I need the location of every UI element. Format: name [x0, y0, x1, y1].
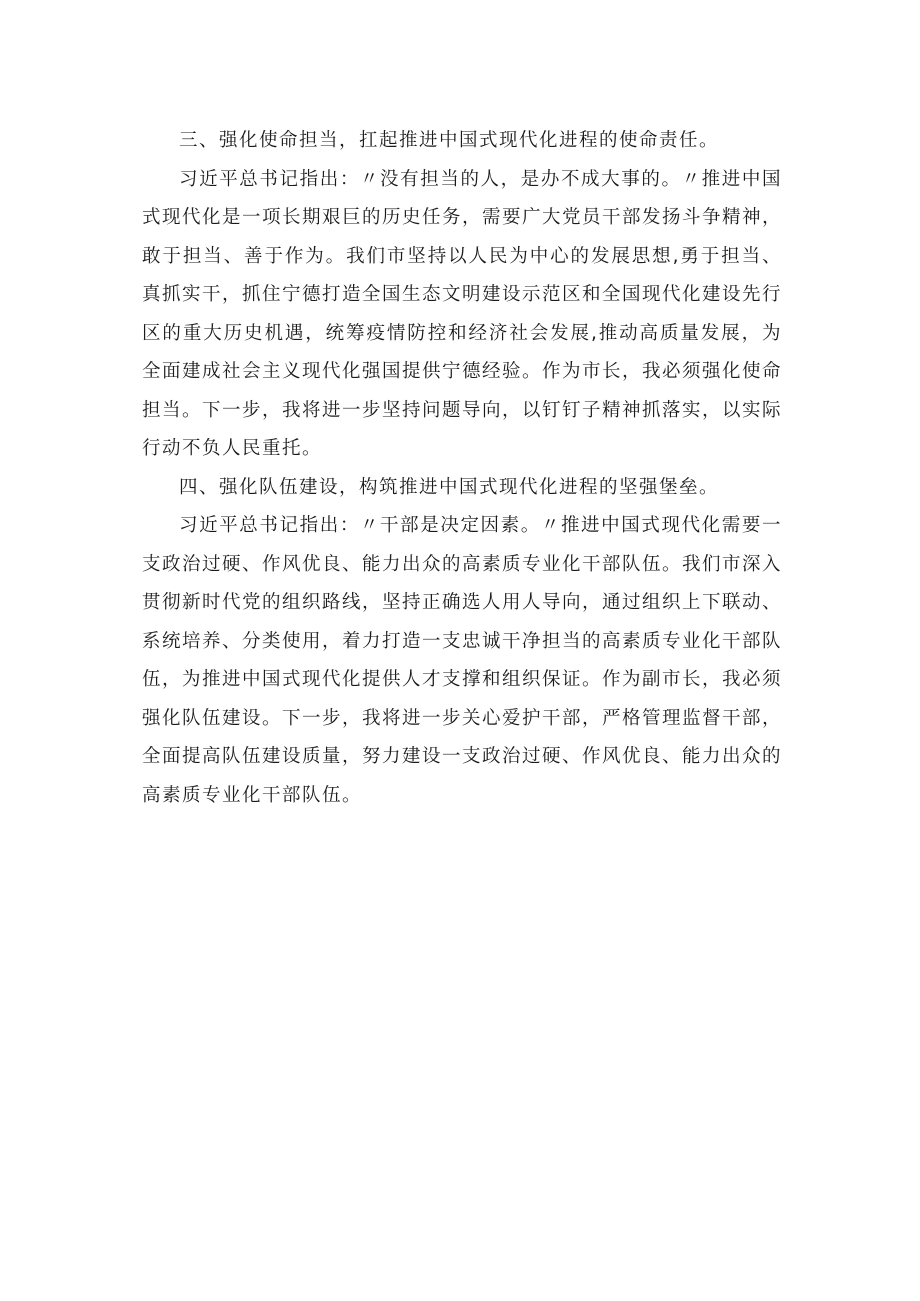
section-heading-four: 四、强化队伍建设，构筑推进中国式现代化进程的坚强堡垒。 — [179, 476, 720, 498]
section-heading-three: 三、强化使命担当，扛起推进中国式现代化进程的使命责任。 — [179, 130, 720, 151]
document-body — [142, 122, 782, 815]
paragraph-section-four: 习近平总书记指出：〃干部是决定因素。〃推进中国式现代化需要一支政治过硬、作风优良、能力出众的高素质专业化干部队伍。我们市深入贯彻新时代党的组织路线，坚持正确选人用人导向，通过组织上下联动、系统培养、分类使用，着力打造一支忠诚干净担当的高素质专业化干部队伍，为推进中国式现代化提供人才支撑和组织保证。作为副市长，我必须强化队伍建设。下一步，我将进一步关心爱护干部，严格管理监督干部，全面提高队伍建设质量，努力建设一支政治过硬、作风优良、能力出众的高素质专业化干部队伍。 — [142, 515, 783, 806]
paragraph-section-three: 习近平总书记指出：〃没有担当的人，是办不成大事的。〃推进中国式现代化是一项长期艰巨的历史任务，需要广大党员干部发扬斗争精神，敢于担当、善于作为。我们市坚持以人民为中心的发展思想,勇于担当、真抓实干，抓住宁德打造全国生态文明建设示范区和全国现代化建设先行区的重大历史机遇，统筹疫情防控和经济社会发展,推动高质量发展，为全面建成社会主义现代化强国提供宁德经验。作为市长，我必须强化使命担当。下一步，我将进一步坚持问题导向，以钉钉子精神抓落实，以实际行动不负人民重托。 — [142, 168, 783, 459]
